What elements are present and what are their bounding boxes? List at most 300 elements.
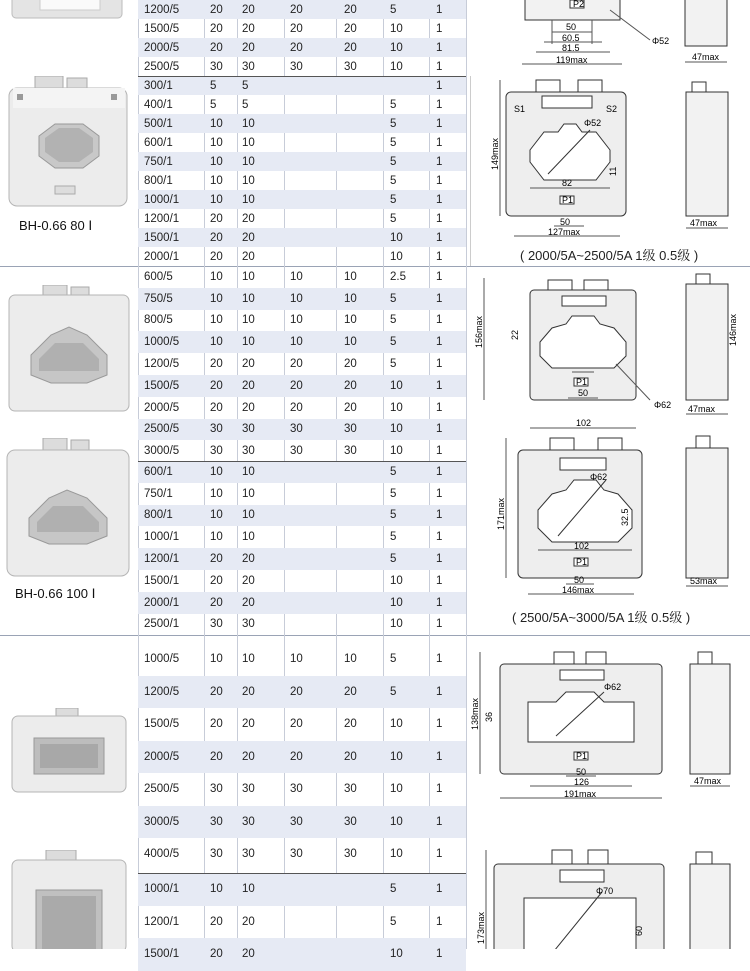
table-cell: 5 (390, 685, 397, 698)
table-cell: 1 (436, 22, 443, 35)
table-cell: 5 (390, 553, 397, 566)
table-cell: 1 (436, 155, 443, 168)
table-cell: 1000/1 (144, 883, 180, 896)
table-row (138, 938, 466, 971)
table-cell: 20 (290, 401, 303, 414)
table-cell: 10 (390, 718, 403, 731)
table-cell: 3000/5 (144, 445, 180, 458)
table-cell: 20 (242, 212, 255, 225)
table-cell: 20 (290, 22, 303, 35)
table-cell: 1 (436, 848, 443, 861)
table-cell: 30 (210, 783, 223, 796)
table-cell: 10 (210, 155, 223, 168)
table-row (138, 152, 466, 171)
table-cell: 30 (344, 783, 357, 796)
table-cell: 600/1 (144, 465, 173, 478)
table-cell: 10 (390, 231, 403, 244)
product-photo (0, 0, 138, 20)
table-cell: 30 (344, 445, 357, 458)
group-divider (138, 76, 466, 77)
product-photo (5, 438, 133, 578)
model-label: BH-0.66 80 Ⅰ (19, 218, 93, 233)
table-row (138, 741, 466, 774)
terminal-label: S1 (514, 104, 526, 114)
table-cell: 1 (436, 445, 443, 458)
table-cell: 5 (210, 98, 217, 111)
table-cell: 1 (436, 596, 443, 609)
table-cell: 20 (242, 3, 255, 16)
table-cell: 5 (242, 98, 249, 111)
table-row (138, 708, 466, 741)
table-row (138, 505, 466, 527)
dim-label: 22 (510, 329, 520, 340)
dim-label: 82 (562, 178, 573, 188)
dim-label: 60 (634, 925, 644, 936)
table-cell: 1 (436, 193, 443, 206)
table-cell: 20 (344, 379, 357, 392)
dimension-drawing (470, 636, 750, 949)
table-cell: 10 (242, 270, 255, 283)
table-cell: 10 (390, 379, 403, 392)
table-cell: 2000/5 (144, 750, 180, 763)
table-cell: 5 (210, 79, 217, 92)
table-cell: 1200/1 (144, 212, 180, 225)
table-cell: 1 (436, 79, 443, 92)
drawing-caption: ( 2500/5A~3000/5A 1级 0.5级 ) (512, 610, 691, 625)
table-row (138, 19, 466, 38)
terminal-label: P1 (576, 751, 588, 761)
table-cell: 300/1 (144, 79, 173, 92)
table-cell: 10 (344, 292, 357, 305)
table-cell: 5 (390, 509, 397, 522)
table-cell: 20 (290, 41, 303, 54)
table-cell: 20 (210, 750, 223, 763)
table-cell: 800/1 (144, 174, 173, 187)
table-cell: 1000/5 (144, 653, 180, 666)
table-cell: 1000/5 (144, 336, 180, 349)
table-cell: 20 (210, 574, 223, 587)
table-cell: 10 (390, 60, 403, 73)
dim-label: 102 (574, 541, 590, 551)
table-cell: 20 (210, 718, 223, 731)
dim-label: Φ62 (654, 400, 672, 410)
table-cell: 30 (290, 445, 303, 458)
table-cell: 10 (242, 314, 255, 327)
table-cell: 20 (290, 3, 303, 16)
table-row (138, 375, 466, 397)
table-cell: 30 (242, 815, 255, 828)
dimension-drawing (470, 0, 750, 266)
table-cell: 1 (436, 487, 443, 500)
table-cell: 10 (242, 883, 255, 896)
table-cell: 3000/5 (144, 815, 180, 828)
table-cell: 10 (242, 155, 255, 168)
table-cell: 5 (390, 117, 397, 130)
table-cell: 1500/5 (144, 22, 180, 35)
table-row (138, 614, 466, 636)
table-cell: 20 (210, 596, 223, 609)
table-cell: 400/1 (144, 98, 173, 111)
table-cell: 20 (242, 379, 255, 392)
dim-label: 60.5 (562, 33, 580, 43)
table-cell: 2000/1 (144, 596, 180, 609)
table-cell: 20 (344, 750, 357, 763)
table-cell: 20 (344, 41, 357, 54)
table-cell: 20 (242, 948, 255, 961)
table-cell: 1 (436, 292, 443, 305)
table-cell: 5 (390, 653, 397, 666)
dim-label: 50 (566, 22, 577, 32)
table-cell: 10 (344, 314, 357, 327)
dim-label: 173max (476, 911, 486, 944)
terminal-label: P1 (562, 195, 574, 205)
table-cell: 2000/1 (144, 250, 180, 263)
table-cell: 1 (436, 883, 443, 896)
table-cell: 10 (242, 465, 255, 478)
table-cell: 20 (242, 358, 255, 371)
table-row (138, 190, 466, 209)
terminal-label: P1 (576, 377, 588, 387)
table-cell: 5 (390, 3, 397, 16)
dim-label: 50 (576, 767, 587, 777)
table-row (138, 310, 466, 332)
table-cell: 1 (436, 60, 443, 73)
table-cell: 20 (344, 358, 357, 371)
table-row (138, 676, 466, 709)
table-row (138, 526, 466, 548)
table-cell: 10 (210, 292, 223, 305)
dim-label: 53max (690, 576, 718, 586)
table-cell: 20 (290, 718, 303, 731)
table-row (138, 247, 466, 266)
drawing-caption: ( 2000/5A~2500/5A 1级 0.5级 ) (520, 248, 699, 263)
table-cell: 20 (210, 22, 223, 35)
table-cell: 600/1 (144, 136, 173, 149)
table-cell: 1 (436, 379, 443, 392)
table-cell: 20 (242, 596, 255, 609)
table-cell: 30 (290, 423, 303, 436)
dimension-drawing (470, 268, 750, 608)
table-cell: 1 (436, 270, 443, 283)
table-cell: 20 (210, 401, 223, 414)
table-cell: 10 (210, 336, 223, 349)
table-cell: 5 (390, 292, 397, 305)
table-cell: 30 (290, 783, 303, 796)
table-row (138, 288, 466, 310)
table-cell: 1 (436, 815, 443, 828)
table-row (138, 461, 466, 483)
table-cell: 1200/5 (144, 685, 180, 698)
table-cell: 20 (210, 41, 223, 54)
table-cell: 10 (242, 193, 255, 206)
table-cell: 4000/5 (144, 848, 180, 861)
table-cell: 10 (290, 292, 303, 305)
table-row (138, 397, 466, 419)
dim-label: 102 (576, 418, 592, 428)
table-cell: 10 (344, 270, 357, 283)
dim-label: 47max (692, 52, 720, 62)
table-cell: 30 (290, 815, 303, 828)
table-row (138, 171, 466, 190)
table-cell: 10 (210, 509, 223, 522)
table-row (138, 133, 466, 152)
table-cell: 1200/5 (144, 3, 180, 16)
table-cell: 10 (344, 336, 357, 349)
table-cell: 1500/5 (144, 379, 180, 392)
table-row (138, 353, 466, 375)
table-cell: 1 (436, 509, 443, 522)
table-cell: 2500/5 (144, 60, 180, 73)
group-divider (138, 873, 466, 874)
table-row (138, 331, 466, 353)
table-cell: 30 (242, 445, 255, 458)
table-cell: 20 (290, 379, 303, 392)
table-cell: 1500/1 (144, 948, 180, 961)
table-cell: 1 (436, 336, 443, 349)
table-cell: 10 (210, 531, 223, 544)
table-cell: 30 (210, 423, 223, 436)
table-row (138, 773, 466, 806)
dim-label: 50 (578, 388, 589, 398)
table-cell: 5 (390, 465, 397, 478)
table-cell: 20 (210, 948, 223, 961)
table-cell: 20 (210, 3, 223, 16)
table-cell: 10 (390, 618, 403, 631)
table-cell: 20 (242, 250, 255, 263)
table-cell: 20 (242, 718, 255, 731)
table-cell: 10 (210, 270, 223, 283)
table-cell: 10 (242, 174, 255, 187)
table-cell: 30 (242, 618, 255, 631)
dim-label: 146max (562, 585, 595, 595)
dim-label: 146max (728, 313, 738, 346)
table-cell: 20 (242, 41, 255, 54)
dim-label: 126 (574, 777, 590, 787)
table-cell: 1 (436, 915, 443, 928)
table-cell: 10 (210, 487, 223, 500)
table-cell: 20 (210, 250, 223, 263)
table-cell: 10 (390, 401, 403, 414)
table-cell: 10 (390, 22, 403, 35)
dim-label: Φ62 (604, 682, 622, 692)
dim-label: Φ62 (590, 472, 608, 482)
table-cell: 5 (390, 174, 397, 187)
table-cell: 10 (390, 848, 403, 861)
dim-label: 171max (496, 497, 506, 530)
table-row (138, 95, 466, 114)
table-cell: 20 (290, 358, 303, 371)
table-cell: 1 (436, 531, 443, 544)
table-cell: 20 (242, 750, 255, 763)
table-cell: 600/5 (144, 270, 173, 283)
table-cell: 5 (390, 212, 397, 225)
table-cell: 10 (290, 336, 303, 349)
table-cell: 1 (436, 465, 443, 478)
table-row (138, 57, 466, 76)
table-cell: 20 (290, 750, 303, 763)
table-cell: 1 (436, 3, 443, 16)
table-row (138, 548, 466, 570)
table-cell: 5 (390, 487, 397, 500)
table-cell: 30 (242, 423, 255, 436)
dim-label: 156max (474, 315, 484, 348)
dim-label: 50 (560, 217, 571, 227)
table-cell: 5 (390, 358, 397, 371)
table-cell: 30 (242, 60, 255, 73)
table-cell: 1 (436, 358, 443, 371)
table-cell: 10 (390, 423, 403, 436)
table-cell: 2000/5 (144, 41, 180, 54)
table-cell: 20 (242, 401, 255, 414)
table-cell: 30 (210, 445, 223, 458)
table-cell: 1500/5 (144, 718, 180, 731)
table-row (138, 114, 466, 133)
table-cell: 10 (210, 314, 223, 327)
table-cell: 20 (344, 22, 357, 35)
table-cell: 20 (210, 231, 223, 244)
table-cell: 1 (436, 685, 443, 698)
group-divider (138, 461, 466, 462)
table-cell: 10 (390, 596, 403, 609)
table-cell: 10 (344, 653, 357, 666)
table-cell: 20 (210, 553, 223, 566)
dim-label: 36 (484, 711, 494, 722)
table-cell: 2500/5 (144, 783, 180, 796)
dim-label: 191max (564, 789, 597, 799)
table-cell: 10 (290, 653, 303, 666)
table-cell: 1200/1 (144, 915, 180, 928)
table-cell: 10 (210, 117, 223, 130)
table-cell: 10 (242, 531, 255, 544)
dim-label: 50 (574, 575, 585, 585)
table-cell: 10 (390, 250, 403, 263)
table-cell: 10 (242, 136, 255, 149)
table-row (138, 570, 466, 592)
table-cell: 1 (436, 117, 443, 130)
table-row (138, 38, 466, 57)
table-cell: 1000/1 (144, 193, 180, 206)
table-cell: 750/1 (144, 487, 173, 500)
product-photo (8, 708, 130, 796)
terminal-label: P1 (576, 557, 588, 567)
table-cell: 30 (242, 783, 255, 796)
dim-label: 149max (490, 137, 500, 170)
dim-label: Φ52 (652, 36, 670, 46)
table-cell: 20 (344, 718, 357, 731)
table-cell: 10 (242, 117, 255, 130)
table-cell: 1 (436, 574, 443, 587)
table-cell: 1 (436, 231, 443, 244)
column-line (466, 0, 467, 949)
table-cell: 30 (344, 423, 357, 436)
table-cell: 1500/1 (144, 574, 180, 587)
table-cell: 30 (210, 60, 223, 73)
table-row (138, 209, 466, 228)
table-cell: 1 (436, 41, 443, 54)
table-row (138, 228, 466, 247)
dim-label: 119max (556, 55, 588, 65)
table-cell: 1 (436, 136, 443, 149)
table-cell: 1 (436, 653, 443, 666)
table-cell: 30 (344, 848, 357, 861)
table-row (138, 0, 466, 19)
table-cell: 30 (210, 815, 223, 828)
table-cell: 5 (390, 193, 397, 206)
table-cell: 20 (210, 379, 223, 392)
table-cell: 750/1 (144, 155, 173, 168)
table-cell: 10 (242, 509, 255, 522)
table-cell: 1 (436, 618, 443, 631)
table-cell: 20 (242, 915, 255, 928)
table-cell: 10 (210, 465, 223, 478)
table-cell: 20 (344, 401, 357, 414)
table-cell: 10 (290, 270, 303, 283)
table-cell: 20 (242, 685, 255, 698)
table-cell: 1 (436, 212, 443, 225)
table-cell: 1 (436, 783, 443, 796)
table-row (138, 906, 466, 939)
table-cell: 10 (390, 815, 403, 828)
table-cell: 20 (242, 231, 255, 244)
table-cell: 10 (390, 445, 403, 458)
dim-label: Φ52 (584, 118, 602, 128)
table-cell: 1 (436, 98, 443, 111)
table-cell: 10 (242, 653, 255, 666)
table-cell: 20 (242, 553, 255, 566)
dim-label: 81.5 (562, 43, 580, 53)
table-row (138, 643, 466, 676)
dim-label: 127max (548, 227, 581, 237)
table-cell: 10 (390, 750, 403, 763)
terminal-label: P2 (573, 0, 585, 9)
table-cell: 10 (210, 883, 223, 896)
table-cell: 10 (390, 948, 403, 961)
dim-label: 32.5 (620, 508, 630, 526)
table-cell: 30 (210, 618, 223, 631)
table-cell: 10 (210, 136, 223, 149)
table-cell: 20 (210, 358, 223, 371)
table-cell: 5 (390, 531, 397, 544)
table-row (138, 440, 466, 462)
table-cell: 20 (344, 685, 357, 698)
table-cell: 2500/1 (144, 618, 180, 631)
table-cell: 5 (390, 136, 397, 149)
table-cell: 5 (390, 336, 397, 349)
table-cell: 10 (390, 41, 403, 54)
table-cell: 2000/5 (144, 401, 180, 414)
table-cell: 1200/1 (144, 553, 180, 566)
table-cell: 30 (344, 815, 357, 828)
dim-label: Φ70 (596, 886, 614, 896)
dim-label: 47max (694, 776, 722, 786)
table-row (138, 838, 466, 871)
table-cell: 2.5 (390, 270, 406, 283)
table-cell: 10 (390, 783, 403, 796)
table-cell: 800/1 (144, 509, 173, 522)
table-cell: 20 (242, 22, 255, 35)
table-row (138, 419, 466, 441)
table-cell: 1 (436, 423, 443, 436)
table-cell: 1 (436, 553, 443, 566)
dim-label: 47max (688, 404, 716, 414)
table-row (138, 266, 466, 288)
table-cell: 1000/1 (144, 531, 180, 544)
table-cell: 30 (290, 848, 303, 861)
table-cell: 1500/1 (144, 231, 180, 244)
table-cell: 10 (242, 292, 255, 305)
table-cell: 30 (344, 60, 357, 73)
table-cell: 20 (210, 915, 223, 928)
